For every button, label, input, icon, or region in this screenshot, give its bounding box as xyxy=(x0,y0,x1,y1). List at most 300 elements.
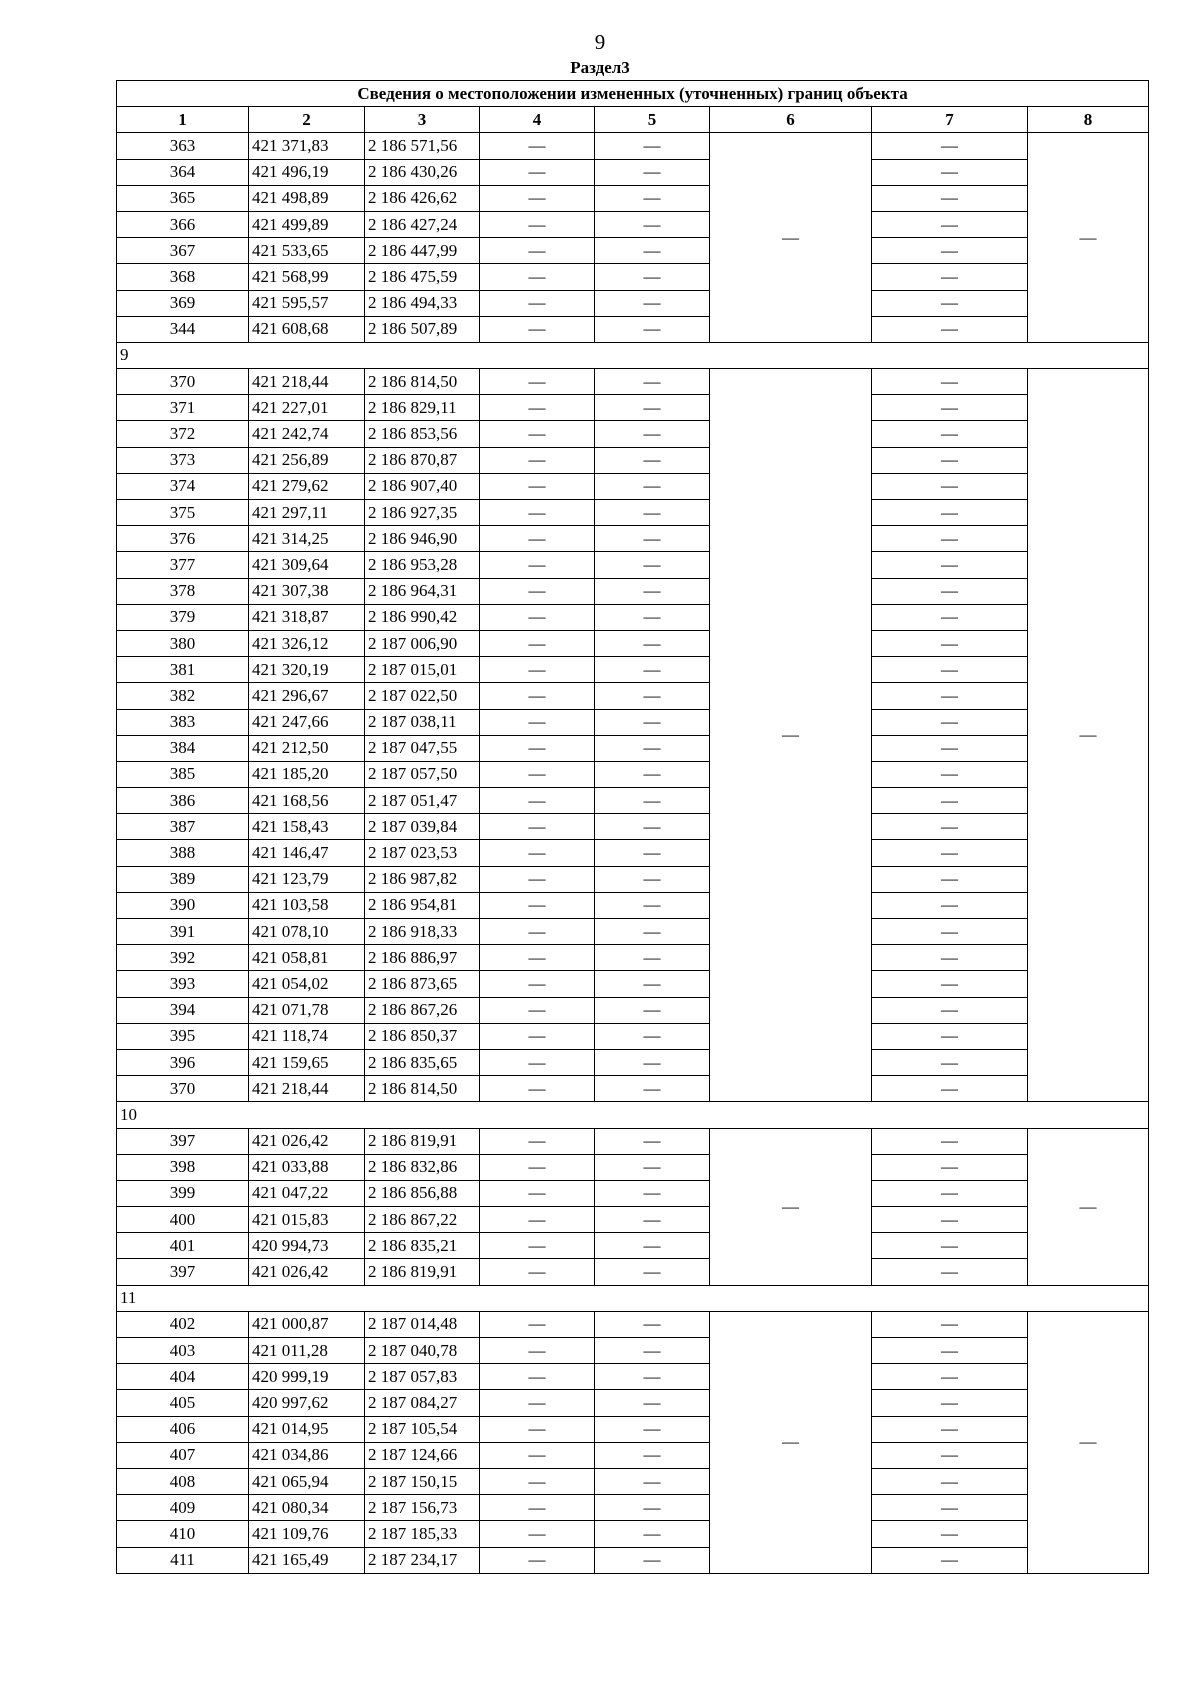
coordinate-y: 2 186 987,82 xyxy=(365,866,480,892)
coordinate-x: 421 227,01 xyxy=(249,395,365,421)
point-number: 383 xyxy=(117,709,249,735)
group-label-row xyxy=(117,1285,1149,1311)
coordinate-y: 2 187 038,11 xyxy=(365,709,480,735)
coordinate-y: 2 187 150,15 xyxy=(365,1468,480,1494)
dash-cell: — xyxy=(872,526,1028,552)
coordinate-x: 421 015,83 xyxy=(249,1207,365,1233)
point-number: 393 xyxy=(117,971,249,997)
coordinate-x: 421 026,42 xyxy=(249,1259,365,1285)
point-number: 375 xyxy=(117,500,249,526)
point-number: 408 xyxy=(117,1468,249,1494)
point-number: 389 xyxy=(117,866,249,892)
coordinate-y: 2 186 907,40 xyxy=(365,473,480,499)
dash-cell: — xyxy=(872,185,1028,211)
dash-cell: — xyxy=(480,657,595,683)
table-row xyxy=(117,735,1149,761)
coordinate-y: 2 186 832,86 xyxy=(365,1154,480,1180)
table-row xyxy=(117,840,1149,866)
coordinate-x: 421 498,89 xyxy=(249,185,365,211)
coordinate-x: 421 047,22 xyxy=(249,1180,365,1206)
table-row xyxy=(117,1259,1149,1285)
coordinate-y: 2 187 185,33 xyxy=(365,1521,480,1547)
table-row xyxy=(117,657,1149,683)
dash-cell: — xyxy=(595,892,710,918)
dash-cell: — xyxy=(872,892,1028,918)
point-number: 394 xyxy=(117,997,249,1023)
dash-cell: — xyxy=(595,421,710,447)
dash-cell: — xyxy=(480,1364,595,1390)
table-row xyxy=(117,552,1149,578)
table-row xyxy=(117,1128,1149,1154)
table-row xyxy=(117,264,1149,290)
dash-cell: — xyxy=(595,1521,710,1547)
point-number: 378 xyxy=(117,578,249,604)
dash-cell: — xyxy=(595,1495,710,1521)
coordinate-x: 421 014,95 xyxy=(249,1416,365,1442)
dash-cell: — xyxy=(480,159,595,185)
table-row xyxy=(117,578,1149,604)
dash-cell: — xyxy=(872,1259,1028,1285)
table-row xyxy=(117,1233,1149,1259)
dash-cell: — xyxy=(595,316,710,342)
coordinate-x: 421 165,49 xyxy=(249,1547,365,1573)
coordinate-y: 2 186 918,33 xyxy=(365,919,480,945)
point-number: 385 xyxy=(117,761,249,787)
dash-cell: — xyxy=(480,552,595,578)
table-row xyxy=(117,133,1149,159)
coordinate-x: 421 065,94 xyxy=(249,1468,365,1494)
coordinate-y: 2 186 829,11 xyxy=(365,395,480,421)
point-number: 404 xyxy=(117,1364,249,1390)
point-number: 384 xyxy=(117,735,249,761)
point-number: 397 xyxy=(117,1128,249,1154)
dash-cell: — xyxy=(595,997,710,1023)
dash-cell: — xyxy=(595,1180,710,1206)
table-row xyxy=(117,1547,1149,1573)
dash-cell: — xyxy=(872,814,1028,840)
coordinate-y: 2 186 475,59 xyxy=(365,264,480,290)
coordinate-y: 2 187 234,17 xyxy=(365,1547,480,1573)
coordinate-x: 421 218,44 xyxy=(249,369,365,395)
point-number: 409 xyxy=(117,1495,249,1521)
table-row xyxy=(117,1338,1149,1364)
coordinate-x: 421 123,79 xyxy=(249,866,365,892)
dash-cell: — xyxy=(480,866,595,892)
dash-cell: — xyxy=(595,473,710,499)
merged-dash-cell: — xyxy=(710,1311,872,1573)
table-body xyxy=(117,133,1149,1573)
dash-cell: — xyxy=(595,500,710,526)
column-header-1: 1 xyxy=(117,107,249,133)
dash-cell: — xyxy=(480,1049,595,1075)
dash-cell: — xyxy=(595,1311,710,1337)
dash-cell: — xyxy=(872,971,1028,997)
table-row xyxy=(117,997,1149,1023)
dash-cell: — xyxy=(480,997,595,1023)
dash-cell: — xyxy=(595,1364,710,1390)
merged-dash-cell: — xyxy=(1028,369,1149,1102)
dash-cell: — xyxy=(480,1547,595,1573)
coordinate-x: 421 608,68 xyxy=(249,316,365,342)
dash-cell: — xyxy=(872,657,1028,683)
coordinate-x: 421 058,81 xyxy=(249,945,365,971)
dash-cell: — xyxy=(595,1233,710,1259)
dash-cell: — xyxy=(595,552,710,578)
page-number: 9 xyxy=(594,30,606,54)
dash-cell: — xyxy=(480,1442,595,1468)
dash-cell: — xyxy=(872,630,1028,656)
coordinate-y: 2 187 006,90 xyxy=(365,630,480,656)
dash-cell: — xyxy=(480,1180,595,1206)
dash-cell: — xyxy=(872,945,1028,971)
table-row xyxy=(117,238,1149,264)
point-number: 370 xyxy=(117,369,249,395)
column-header-7: 7 xyxy=(872,107,1028,133)
table-row xyxy=(117,1416,1149,1442)
table-row xyxy=(117,211,1149,237)
dash-cell: — xyxy=(480,211,595,237)
coordinate-x: 421 078,10 xyxy=(249,919,365,945)
table-row xyxy=(117,369,1149,395)
table-row xyxy=(117,526,1149,552)
dash-cell: — xyxy=(595,1338,710,1364)
dash-cell: — xyxy=(872,1207,1028,1233)
coordinate-y: 2 186 819,91 xyxy=(365,1128,480,1154)
dash-cell: — xyxy=(480,290,595,316)
coordinate-x: 421 371,83 xyxy=(249,133,365,159)
dash-cell: — xyxy=(480,1311,595,1337)
table-row xyxy=(117,1207,1149,1233)
coordinate-x: 421 496,19 xyxy=(249,159,365,185)
column-header-5: 5 xyxy=(595,107,710,133)
dash-cell: — xyxy=(872,1076,1028,1102)
dash-cell: — xyxy=(595,1547,710,1573)
dash-cell: — xyxy=(595,761,710,787)
coordinate-y: 2 186 867,22 xyxy=(365,1207,480,1233)
point-number: 392 xyxy=(117,945,249,971)
coordinate-y: 2 187 040,78 xyxy=(365,1338,480,1364)
dash-cell: — xyxy=(595,1207,710,1233)
dash-cell: — xyxy=(595,1416,710,1442)
dash-cell: — xyxy=(595,840,710,866)
dash-cell: — xyxy=(872,1233,1028,1259)
dash-cell: — xyxy=(480,735,595,761)
dash-cell: — xyxy=(595,133,710,159)
dash-cell: — xyxy=(595,369,710,395)
column-header-8: 8 xyxy=(1028,107,1149,133)
point-number: 400 xyxy=(117,1207,249,1233)
table-row xyxy=(117,1311,1149,1337)
table-row xyxy=(117,473,1149,499)
dash-cell: — xyxy=(480,1023,595,1049)
table-row xyxy=(117,761,1149,787)
merged-dash-cell: — xyxy=(710,133,872,343)
dash-cell: — xyxy=(595,657,710,683)
dash-cell: — xyxy=(872,1547,1028,1573)
dash-cell: — xyxy=(872,604,1028,630)
dash-cell: — xyxy=(595,604,710,630)
dash-cell: — xyxy=(872,290,1028,316)
coordinate-x: 421 034,86 xyxy=(249,1442,365,1468)
column-number-row xyxy=(117,107,1149,133)
dash-cell: — xyxy=(595,1049,710,1075)
dash-cell: — xyxy=(480,683,595,709)
dash-cell: — xyxy=(872,1311,1028,1337)
coordinate-x: 421 071,78 xyxy=(249,997,365,1023)
coordinate-y: 2 187 014,48 xyxy=(365,1311,480,1337)
dash-cell: — xyxy=(872,709,1028,735)
dash-cell: — xyxy=(480,814,595,840)
point-number: 407 xyxy=(117,1442,249,1468)
coordinate-x: 421 109,76 xyxy=(249,1521,365,1547)
coordinate-y: 2 187 057,83 xyxy=(365,1364,480,1390)
coordinate-y: 2 186 886,97 xyxy=(365,945,480,971)
coordinate-x: 421 011,28 xyxy=(249,1338,365,1364)
coordinate-y: 2 187 156,73 xyxy=(365,1495,480,1521)
section-title: Раздел3 xyxy=(570,58,630,77)
coordinate-y: 2 186 819,91 xyxy=(365,1259,480,1285)
dash-cell: — xyxy=(872,473,1028,499)
coordinate-y: 2 186 427,24 xyxy=(365,211,480,237)
point-number: 363 xyxy=(117,133,249,159)
point-number: 376 xyxy=(117,526,249,552)
point-number: 344 xyxy=(117,316,249,342)
coordinate-y: 2 186 953,28 xyxy=(365,552,480,578)
point-number: 399 xyxy=(117,1180,249,1206)
coordinate-y: 2 186 814,50 xyxy=(365,369,480,395)
dash-cell: — xyxy=(480,604,595,630)
table-row xyxy=(117,1468,1149,1494)
merged-dash-cell: — xyxy=(1028,1128,1149,1285)
dash-cell: — xyxy=(480,1233,595,1259)
dash-cell: — xyxy=(595,683,710,709)
table-row xyxy=(117,1154,1149,1180)
dash-cell: — xyxy=(480,945,595,971)
dash-cell: — xyxy=(595,735,710,761)
dash-cell: — xyxy=(872,1521,1028,1547)
table-row xyxy=(117,447,1149,473)
table-row xyxy=(117,1521,1149,1547)
coordinate-y: 2 186 571,56 xyxy=(365,133,480,159)
dash-cell: — xyxy=(872,1390,1028,1416)
dash-cell: — xyxy=(595,971,710,997)
point-number: 370 xyxy=(117,1076,249,1102)
coordinate-x: 421 103,58 xyxy=(249,892,365,918)
dash-cell: — xyxy=(595,814,710,840)
dash-cell: — xyxy=(872,421,1028,447)
coordinate-y: 2 186 990,42 xyxy=(365,604,480,630)
coordinate-x: 421 595,57 xyxy=(249,290,365,316)
point-number: 377 xyxy=(117,552,249,578)
dash-cell: — xyxy=(480,500,595,526)
dash-cell: — xyxy=(480,1468,595,1494)
coordinate-y: 2 186 946,90 xyxy=(365,526,480,552)
point-number: 386 xyxy=(117,788,249,814)
dash-cell: — xyxy=(595,1128,710,1154)
point-number: 381 xyxy=(117,657,249,683)
coordinate-x: 421 026,42 xyxy=(249,1128,365,1154)
coordinate-x: 421 279,62 xyxy=(249,473,365,499)
dash-cell: — xyxy=(595,1076,710,1102)
dash-cell: — xyxy=(595,185,710,211)
coordinate-y: 2 186 430,26 xyxy=(365,159,480,185)
coordinate-x: 421 297,11 xyxy=(249,500,365,526)
coordinate-x: 421 247,66 xyxy=(249,709,365,735)
coordinate-y: 2 186 856,88 xyxy=(365,1180,480,1206)
coordinate-x: 421 314,25 xyxy=(249,526,365,552)
dash-cell: — xyxy=(480,1128,595,1154)
table-row xyxy=(117,1076,1149,1102)
coordinate-x: 421 000,87 xyxy=(249,1311,365,1337)
dash-cell: — xyxy=(480,761,595,787)
table-row xyxy=(117,185,1149,211)
merged-dash-cell: — xyxy=(1028,133,1149,343)
dash-cell: — xyxy=(480,395,595,421)
coordinate-x: 420 997,62 xyxy=(249,1390,365,1416)
table-row xyxy=(117,1442,1149,1468)
point-number: 411 xyxy=(117,1547,249,1573)
table-row xyxy=(117,683,1149,709)
dash-cell: — xyxy=(872,316,1028,342)
dash-cell: — xyxy=(480,1521,595,1547)
table-row xyxy=(117,500,1149,526)
dash-cell: — xyxy=(480,1390,595,1416)
coordinate-y: 2 186 814,50 xyxy=(365,1076,480,1102)
coordinate-x: 421 168,56 xyxy=(249,788,365,814)
merged-dash-cell: — xyxy=(1028,1311,1149,1573)
point-number: 366 xyxy=(117,211,249,237)
table-row xyxy=(117,919,1149,945)
dash-cell: — xyxy=(872,369,1028,395)
dash-cell: — xyxy=(595,709,710,735)
table-row xyxy=(117,316,1149,342)
dash-cell: — xyxy=(480,369,595,395)
dash-cell: — xyxy=(480,1338,595,1364)
group-label: 11 xyxy=(117,1285,1149,1311)
table-row xyxy=(117,1023,1149,1049)
point-number: 379 xyxy=(117,604,249,630)
table-row xyxy=(117,1495,1149,1521)
dash-cell: — xyxy=(480,892,595,918)
point-number: 369 xyxy=(117,290,249,316)
dash-cell: — xyxy=(595,211,710,237)
dash-cell: — xyxy=(480,185,595,211)
table-row xyxy=(117,1390,1149,1416)
dash-cell: — xyxy=(595,238,710,264)
table-title: Сведения о местоположении измененных (уточненных) границ объекта xyxy=(117,81,1149,107)
dash-cell: — xyxy=(480,919,595,945)
table-row xyxy=(117,421,1149,447)
dash-cell: — xyxy=(872,1416,1028,1442)
coordinate-x: 421 320,19 xyxy=(249,657,365,683)
dash-cell: — xyxy=(872,211,1028,237)
dash-cell: — xyxy=(872,1023,1028,1049)
table-row xyxy=(117,788,1149,814)
coordinate-x: 421 296,67 xyxy=(249,683,365,709)
point-number: 388 xyxy=(117,840,249,866)
dash-cell: — xyxy=(595,1468,710,1494)
dash-cell: — xyxy=(872,1468,1028,1494)
table-row xyxy=(117,866,1149,892)
dash-cell: — xyxy=(595,1390,710,1416)
dash-cell: — xyxy=(595,1023,710,1049)
coordinate-x: 421 158,43 xyxy=(249,814,365,840)
coordinate-x: 421 568,99 xyxy=(249,264,365,290)
coordinate-y: 2 187 022,50 xyxy=(365,683,480,709)
dash-cell: — xyxy=(595,290,710,316)
coordinate-y: 2 186 835,65 xyxy=(365,1049,480,1075)
dash-cell: — xyxy=(595,526,710,552)
coordinate-x: 421 307,38 xyxy=(249,578,365,604)
coordinate-y: 2 187 047,55 xyxy=(365,735,480,761)
dash-cell: — xyxy=(872,919,1028,945)
dash-cell: — xyxy=(480,447,595,473)
dash-cell: — xyxy=(872,552,1028,578)
dash-cell: — xyxy=(480,1154,595,1180)
dash-cell: — xyxy=(872,735,1028,761)
coordinate-y: 2 187 084,27 xyxy=(365,1390,480,1416)
dash-cell: — xyxy=(480,1416,595,1442)
coordinate-x: 421 533,65 xyxy=(249,238,365,264)
coordinate-x: 421 185,20 xyxy=(249,761,365,787)
coordinate-y: 2 186 870,87 xyxy=(365,447,480,473)
dash-cell: — xyxy=(872,840,1028,866)
coordinate-y: 2 187 015,01 xyxy=(365,657,480,683)
point-number: 402 xyxy=(117,1311,249,1337)
point-number: 371 xyxy=(117,395,249,421)
dash-cell: — xyxy=(872,788,1028,814)
coordinate-y: 2 186 954,81 xyxy=(365,892,480,918)
coordinate-y: 2 187 124,66 xyxy=(365,1442,480,1468)
coordinate-y: 2 186 494,33 xyxy=(365,290,480,316)
dash-cell: — xyxy=(480,1207,595,1233)
dash-cell: — xyxy=(480,971,595,997)
point-number: 405 xyxy=(117,1390,249,1416)
coordinate-y: 2 186 850,37 xyxy=(365,1023,480,1049)
dash-cell: — xyxy=(480,1259,595,1285)
dash-cell: — xyxy=(872,1154,1028,1180)
column-header-6: 6 xyxy=(710,107,872,133)
coordinates-table xyxy=(116,80,1149,1574)
point-number: 368 xyxy=(117,264,249,290)
coordinate-y: 2 186 927,35 xyxy=(365,500,480,526)
point-number: 395 xyxy=(117,1023,249,1049)
dash-cell: — xyxy=(595,159,710,185)
dash-cell: — xyxy=(872,447,1028,473)
dash-cell: — xyxy=(872,159,1028,185)
coordinate-y: 2 186 853,56 xyxy=(365,421,480,447)
point-number: 365 xyxy=(117,185,249,211)
dash-cell: — xyxy=(595,945,710,971)
merged-dash-cell: — xyxy=(710,369,872,1102)
point-number: 391 xyxy=(117,919,249,945)
dash-cell: — xyxy=(872,1495,1028,1521)
dash-cell: — xyxy=(480,840,595,866)
dash-cell: — xyxy=(480,630,595,656)
dash-cell: — xyxy=(872,500,1028,526)
coordinate-x: 421 212,50 xyxy=(249,735,365,761)
dash-cell: — xyxy=(872,1338,1028,1364)
dash-cell: — xyxy=(595,866,710,892)
dash-cell: — xyxy=(480,1495,595,1521)
dash-cell: — xyxy=(872,1049,1028,1075)
coordinate-y: 2 186 507,89 xyxy=(365,316,480,342)
table-row xyxy=(117,395,1149,421)
coordinate-x: 420 994,73 xyxy=(249,1233,365,1259)
point-number: 382 xyxy=(117,683,249,709)
merged-dash-cell: — xyxy=(710,1128,872,1285)
table-row xyxy=(117,1180,1149,1206)
